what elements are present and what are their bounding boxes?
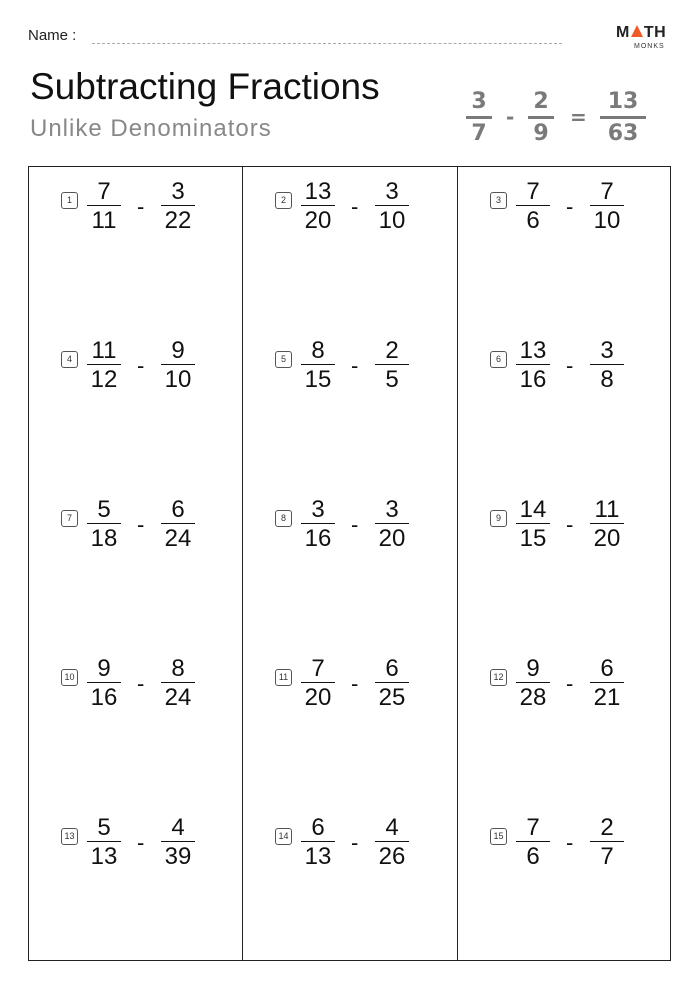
fraction-minuend [516,179,550,233]
fraction-minuend [87,497,121,551]
problem-1 [61,179,221,239]
numerator: 7 [311,655,325,682]
minus-sign: - [137,512,145,537]
denominator: 15 [519,525,547,552]
fraction-minuend [87,179,121,233]
problem-14 [275,815,435,875]
minus-sign: - [566,830,574,855]
numerator: 14 [519,496,547,523]
problem-number-badge: 10 [61,669,78,686]
fraction-subtrahend [375,338,409,392]
denominator: 24 [164,684,192,711]
problem-13 [61,815,221,875]
numerator: 3 [311,496,325,523]
numerator: 4 [385,814,399,841]
denominator: 22 [164,207,192,234]
fraction-minuend [301,338,335,392]
minus-sign: - [137,194,145,219]
denominator: 5 [385,366,399,393]
numerator: 7 [97,178,111,205]
problem-number-badge: 3 [490,192,507,209]
minus-sign: - [351,512,359,537]
fraction-subtrahend [590,497,624,551]
problem-12 [490,656,650,716]
denominator: 20 [593,525,621,552]
minus-sign: - [351,194,359,219]
denominator: 24 [164,525,192,552]
fraction-minuend [301,815,335,869]
denominator: 16 [304,525,332,552]
fraction-subtrahend [161,179,195,233]
problem-number-badge: 12 [490,669,507,686]
fraction-minuend [301,179,335,233]
numerator: 13 [519,337,547,364]
numerator: 7 [600,178,614,205]
numerator: 6 [171,496,185,523]
column-divider [242,167,243,960]
logo-wordmark: M TH [616,24,667,41]
denominator: 20 [304,207,332,234]
numerator: 5 [97,814,111,841]
fraction-subtrahend [161,815,195,869]
denominator: 28 [519,684,547,711]
denominator: 25 [378,684,406,711]
worksheet-subtitle: Unlike Denominators [30,115,272,142]
numerator: 11 [594,496,620,523]
numerator: 4 [171,814,185,841]
example-fraction-b: 2 9 [528,90,554,146]
numerator: 9 [171,337,185,364]
denominator: 10 [378,207,406,234]
denominator: 39 [164,843,192,870]
fraction-minuend [87,815,121,869]
numerator: 5 [97,496,111,523]
minus-sign: - [566,194,574,219]
denominator: 16 [90,684,118,711]
numerator: 9 [97,655,111,682]
denominator: 6 [526,207,540,234]
numerator: 8 [171,655,185,682]
numerator: 2 [600,814,614,841]
denominator: 11 [91,207,117,234]
problem-number-badge: 15 [490,828,507,845]
denominator: 8 [600,366,614,393]
fraction-minuend [516,656,550,710]
denominator: 6 [526,843,540,870]
problem-grid [28,166,671,961]
example-fraction-result: 13 63 [600,90,646,146]
problem-number-badge: 5 [275,351,292,368]
example-equals: = [570,105,587,129]
problem-number-badge: 9 [490,510,507,527]
problem-number-badge: 1 [61,192,78,209]
fraction-subtrahend [161,338,195,392]
denominator: 15 [304,366,332,393]
fraction-subtrahend [375,497,409,551]
denominator: 7 [600,843,614,870]
problem-3 [490,179,650,239]
denominator: 26 [378,843,406,870]
numerator: 9 [526,655,540,682]
problem-9 [490,497,650,557]
fraction-minuend [87,656,121,710]
minus-sign: - [137,671,145,696]
fraction-subtrahend [161,656,195,710]
column-divider [457,167,458,960]
example-fraction-a: 3 7 [466,90,492,146]
problem-10 [61,656,221,716]
numerator: 2 [385,337,399,364]
problem-7 [61,497,221,557]
minus-sign: - [351,671,359,696]
numerator: 8 [311,337,325,364]
fraction-minuend [516,497,550,551]
numerator: 13 [304,178,332,205]
problem-number-badge: 2 [275,192,292,209]
numerator: 3 [385,178,399,205]
problem-number-badge: 13 [61,828,78,845]
problem-number-badge: 8 [275,510,292,527]
numerator: 6 [600,655,614,682]
fraction-subtrahend [375,179,409,233]
fraction-minuend [516,815,550,869]
denominator: 12 [90,366,118,393]
problem-8 [275,497,435,557]
problem-11 [275,656,435,716]
denominator: 21 [593,684,621,711]
problem-number-badge: 11 [275,669,292,686]
numerator: 7 [526,178,540,205]
fraction-subtrahend [375,815,409,869]
numerator: 11 [91,337,117,364]
denominator: 18 [90,525,118,552]
numerator: 6 [385,655,399,682]
problem-number-badge: 14 [275,828,292,845]
denominator: 20 [378,525,406,552]
example-equation [462,90,662,150]
numerator: 6 [311,814,325,841]
numerator: 3 [171,178,185,205]
fraction-subtrahend [161,497,195,551]
math-monks-logo [616,24,676,54]
fraction-subtrahend [590,656,624,710]
name-label: Name : [28,27,77,44]
fraction-subtrahend [590,338,624,392]
problem-15 [490,815,650,875]
denominator: 10 [593,207,621,234]
minus-sign: - [566,671,574,696]
denominator: 13 [304,843,332,870]
minus-sign: - [566,353,574,378]
fraction-minuend [516,338,550,392]
minus-sign: - [566,512,574,537]
problem-5 [275,338,435,398]
fraction-subtrahend [590,815,624,869]
fraction-subtrahend [590,179,624,233]
fraction-minuend [87,338,121,392]
fraction-subtrahend [375,656,409,710]
triangle-icon [631,25,643,37]
logo-subtext: MONKS [634,43,665,50]
example-minus: - [506,105,515,129]
numerator: 3 [385,496,399,523]
problem-4 [61,338,221,398]
name-line[interactable] [92,43,562,44]
problem-number-badge: 7 [61,510,78,527]
denominator: 10 [164,366,192,393]
numerator: 7 [526,814,540,841]
minus-sign: - [351,353,359,378]
worksheet-title: Subtracting Fractions [30,66,380,107]
denominator: 13 [90,843,118,870]
problem-number-badge: 6 [490,351,507,368]
minus-sign: - [137,353,145,378]
problem-number-badge: 4 [61,351,78,368]
fraction-minuend [301,497,335,551]
minus-sign: - [137,830,145,855]
fraction-minuend [301,656,335,710]
problem-6 [490,338,650,398]
numerator: 3 [600,337,614,364]
denominator: 16 [519,366,547,393]
denominator: 20 [304,684,332,711]
minus-sign: - [351,830,359,855]
problem-2 [275,179,435,239]
